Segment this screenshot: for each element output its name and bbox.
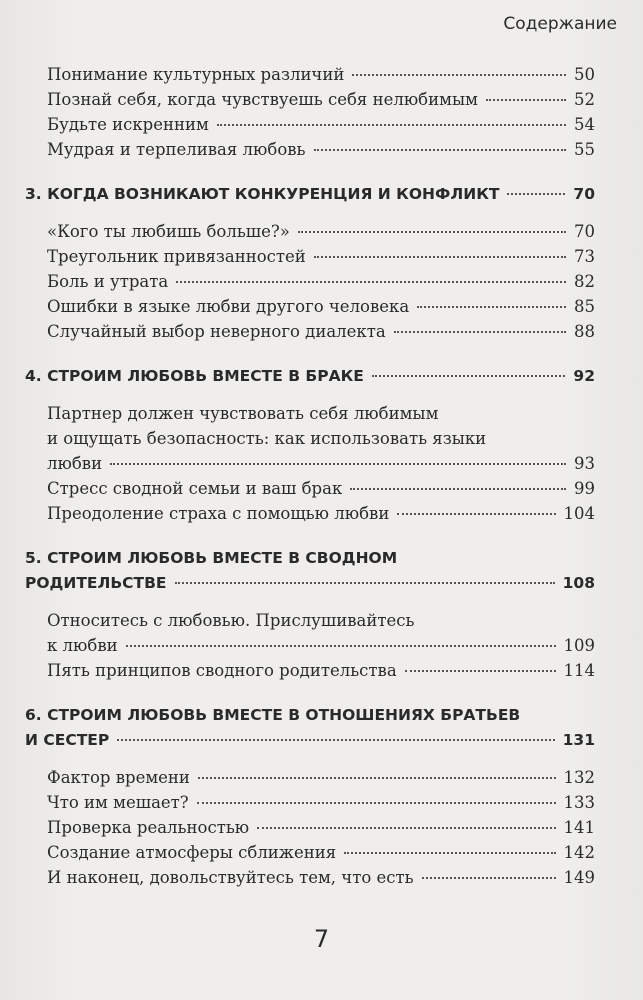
entry-title: «Кого ты любишь больше?» [47,222,290,241]
section-spacer [0,683,643,703]
chapter-title-line [25,728,595,753]
section-spacer [0,162,643,182]
toc-entry [47,401,595,476]
dot-leader [405,670,556,672]
entry-title-line [47,658,595,683]
chapter-title: 5. СТРОИМ ЛЮБОВЬ ВМЕСТЕ В СВОДНОМ [25,549,398,567]
toc-entry [47,790,595,815]
entry-title: Что им мешает? [47,793,189,812]
entry-title: Относитесь с любовью. Прислушивайтесь [47,611,415,630]
entry-title: Ошибки в языке любви другого человека [47,297,410,316]
entry-title-line [47,765,595,790]
page-ref: 109 [563,636,595,655]
toc-entry [47,219,595,244]
entry-title: Пять принципов сводного родительства [47,661,397,680]
page-ref: 93 [574,454,595,473]
page-ref: 132 [563,768,595,787]
entry-title-line [47,244,595,269]
entry-title: Проверка реальностью [47,818,250,837]
entry-title: любви [47,454,103,473]
page-ref: 99 [574,479,595,498]
toc-entry [47,269,595,294]
entry-title-line [47,269,595,294]
entry-title: Партнер должен чувствовать себя любимым [47,404,439,423]
page-ref: 114 [563,661,595,680]
section-spacer [0,753,643,765]
page-ref: 70 [574,222,595,241]
chapter-title: 6. СТРОИМ ЛЮБОВЬ ВМЕСТЕ В ОТНОШЕНИЯХ БРАТЬЕВ [25,706,521,724]
dot-leader [372,375,566,377]
entry-title-line [47,815,595,840]
page-ref: 108 [562,574,595,592]
dot-leader [394,331,566,333]
toc-entry [47,319,595,344]
page-ref: 55 [574,140,595,159]
entry-title-line [47,608,595,633]
page-ref: 70 [573,185,595,203]
entry-title: Создание атмосферы сближения [47,843,337,862]
chapter-title-line [25,571,595,596]
page-ref: 73 [574,247,595,266]
toc-entry [47,112,595,137]
entry-title-line [47,840,595,865]
dot-leader [257,827,555,829]
dot-leader [217,124,566,126]
entry-title-line [47,476,595,501]
entry-title-line [47,319,595,344]
dot-leader [507,193,565,195]
page-ref: 52 [574,90,595,109]
dot-leader [314,256,566,258]
dot-leader [350,488,566,490]
toc-entry [47,765,595,790]
dot-leader [417,306,566,308]
toc-entry [47,865,595,890]
chapter-title-line [25,364,595,389]
chapter-title: РОДИТЕЛЬСТВЕ [25,574,167,592]
toc-entry [47,62,595,87]
dot-leader [197,802,556,804]
toc-entry [47,294,595,319]
dot-leader [198,777,556,779]
section-spacer [0,207,643,219]
entry-title-line [47,294,595,319]
entry-title-line [47,87,595,112]
entry-title: к любви [47,636,118,655]
chapter-title-line [25,703,595,728]
entry-title: Понимание культурных различий [47,65,345,84]
running-title: Содержание [503,14,617,34]
toc-entry [47,137,595,162]
page-ref: 141 [563,818,595,837]
toc-chapter [25,546,595,596]
entry-title-line [47,865,595,890]
chapter-title-line [25,546,595,571]
dot-leader [352,74,566,76]
entry-title: Случайный выбор неверного диалекта [47,322,386,341]
entry-title: Стресс сводной семьи и ваш брак [47,479,343,498]
dot-leader [110,463,566,465]
chapter-title: 4. СТРОИМ ЛЮБОВЬ ВМЕСТЕ В БРАКЕ [25,367,364,385]
dot-leader [176,281,566,283]
table-of-contents [0,62,643,890]
toc-chapter [25,364,595,389]
entry-title: И наконец, довольствуйтесь тем, что есть [47,868,414,887]
page-ref: 142 [563,843,595,862]
section-spacer [0,344,643,364]
section-spacer [0,596,643,608]
page-ref: 54 [574,115,595,134]
entry-title-line [47,137,595,162]
entry-title-line [47,112,595,137]
page-ref: 85 [574,297,595,316]
toc-entry [47,608,595,658]
toc-entry [47,244,595,269]
page-ref: 133 [563,793,595,812]
page-ref: 82 [574,272,595,291]
toc-entry [47,658,595,683]
dot-leader [486,99,566,101]
toc-entry [47,87,595,112]
dot-leader [298,231,566,233]
dot-leader [117,739,554,741]
page-ref: 88 [574,322,595,341]
entry-title-line [47,451,595,476]
chapter-title: И СЕСТЕР [25,731,110,749]
page-ref: 149 [563,868,595,887]
toc-entry [47,815,595,840]
entry-title: и ощущать безопасность: как использовать языки [47,429,487,448]
entry-title: Будьте искренним [47,115,209,134]
entry-title-line [47,426,595,451]
dot-leader [314,149,566,151]
page-ref: 131 [562,731,595,749]
dot-leader [126,645,556,647]
dot-leader [422,877,556,879]
entry-title: Треугольник привязанностей [47,247,306,266]
dot-leader [397,513,555,515]
toc-entry [47,840,595,865]
chapter-title-line [25,182,595,207]
entry-title: Мудрая и терпеливая любовь [47,140,306,159]
section-spacer [0,389,643,401]
entry-title: Боль и утрата [47,272,169,291]
page-ref: 92 [573,367,595,385]
entry-title-line [47,501,595,526]
dot-leader [175,582,555,584]
chapter-title: 3. КОГДА ВОЗНИКАЮТ КОНКУРЕНЦИЯ И КОНФЛИКТ [25,185,500,203]
entry-title-line [47,401,595,426]
section-spacer [0,526,643,546]
entry-title: Познай себя, когда чувствуешь себя нелюбимым [47,90,478,109]
page-number: 7 [313,925,330,953]
dot-leader [344,852,555,854]
entry-title: Фактор времени [47,768,190,787]
entry-title-line [47,633,595,658]
entry-title-line [47,62,595,87]
page-ref: 50 [574,65,595,84]
toc-chapter [25,703,595,753]
toc-chapter [25,182,595,207]
entry-title-line [47,790,595,815]
toc-entry [47,501,595,526]
entry-title-line [47,219,595,244]
entry-title: Преодоление страха с помощью любви [47,504,390,523]
page-ref: 104 [563,504,595,523]
toc-entry [47,476,595,501]
